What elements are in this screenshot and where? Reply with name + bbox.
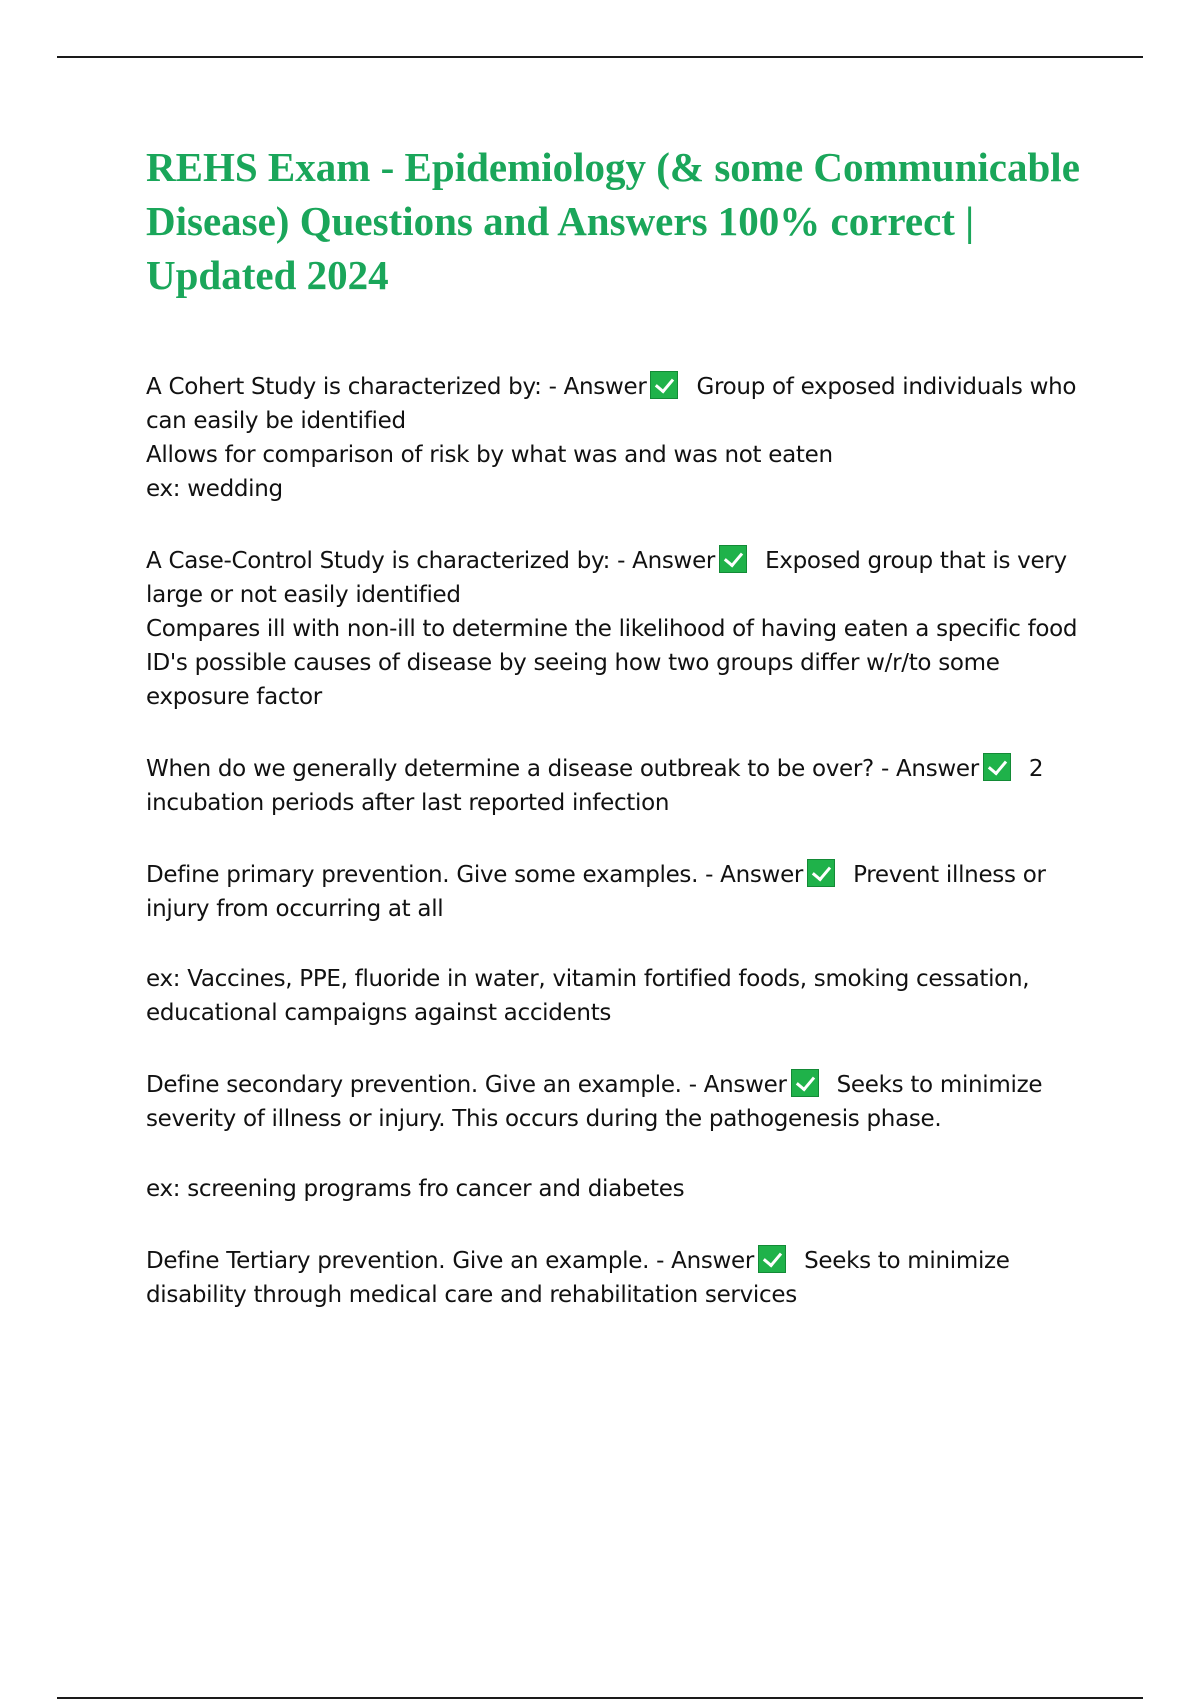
question-text: Define secondary prevention. Give an example. bbox=[146, 1072, 682, 1098]
question-text: A Case-Control Study is characterized by: bbox=[146, 548, 611, 574]
check-icon bbox=[807, 859, 835, 887]
qa-item-secondary-prevention bbox=[146, 1068, 1086, 1206]
check-icon bbox=[983, 753, 1011, 781]
qa-item-case-control-study bbox=[146, 544, 1086, 714]
answer-line: Allows for comparison of risk by what was and was not eaten bbox=[146, 442, 833, 468]
answer-separator: - Answer bbox=[688, 1072, 787, 1098]
answer-text: Exposed group that is very large or not easily identified bbox=[146, 548, 1067, 608]
answer-text: Seeks to minimize severity of illness or injury. This occurs during the pathogenesis phase. bbox=[146, 1072, 1043, 1132]
answer-text: 2 incubation periods after last reported infection bbox=[146, 756, 1044, 816]
answer-line: ID's possible causes of disease by seeing how two groups differ w/r/to some exposure factor bbox=[146, 650, 1000, 710]
check-icon bbox=[719, 545, 747, 573]
qa-first-line bbox=[146, 752, 1086, 820]
answer-separator: - Answer bbox=[617, 548, 716, 574]
qa-first-line bbox=[146, 858, 1086, 926]
qa-first-line bbox=[146, 1244, 1086, 1312]
answer-separator: - Answer bbox=[548, 374, 647, 400]
question-text: Define Tertiary prevention. Give an example. bbox=[146, 1248, 650, 1274]
example-line: ex: screening programs fro cancer and diabetes bbox=[146, 1176, 685, 1202]
answer-text: Group of exposed individuals who can easily be identified bbox=[146, 374, 1077, 434]
question-text: A Cohert Study is characterized by: bbox=[146, 374, 542, 400]
example-line: ex: Vaccines, PPE, fluoride in water, vitamin fortified foods, smoking cessation, educational campaigns against accidents bbox=[146, 966, 1030, 1026]
qa-first-line bbox=[146, 370, 1086, 438]
top-rule bbox=[57, 56, 1143, 58]
qa-list bbox=[146, 370, 1086, 1350]
qa-item-primary-prevention bbox=[146, 858, 1086, 1030]
answer-separator: - Answer bbox=[705, 862, 804, 888]
qa-item-cohort-study bbox=[146, 370, 1086, 506]
question-text: When do we generally determine a disease outbreak to be over? bbox=[146, 756, 874, 782]
answer-line: ex: wedding bbox=[146, 476, 283, 502]
question-text: Define primary prevention. Give some examples. bbox=[146, 862, 699, 888]
answer-line: Compares ill with non-ill to determine the likelihood of having eaten a specific food bbox=[146, 616, 1078, 642]
bottom-rule bbox=[57, 1697, 1143, 1699]
qa-item-tertiary-prevention bbox=[146, 1244, 1086, 1312]
document-title: REHS Exam - Epidemiology (& some Communicable Disease) Questions and Answers 100% correct | Updated 2024 bbox=[146, 144, 1080, 298]
qa-first-line bbox=[146, 1068, 1086, 1136]
answer-separator: - Answer bbox=[656, 1248, 755, 1274]
qa-first-line bbox=[146, 544, 1086, 612]
check-icon bbox=[758, 1245, 786, 1273]
qa-item-outbreak-over bbox=[146, 752, 1086, 820]
check-icon bbox=[650, 371, 678, 399]
answer-text: Seeks to minimize disability through medical care and rehabilitation services bbox=[146, 1248, 1010, 1308]
answer-text: Prevent illness or injury from occurring at all bbox=[146, 862, 1046, 922]
check-icon bbox=[791, 1069, 819, 1097]
answer-separator: - Answer bbox=[880, 756, 979, 782]
